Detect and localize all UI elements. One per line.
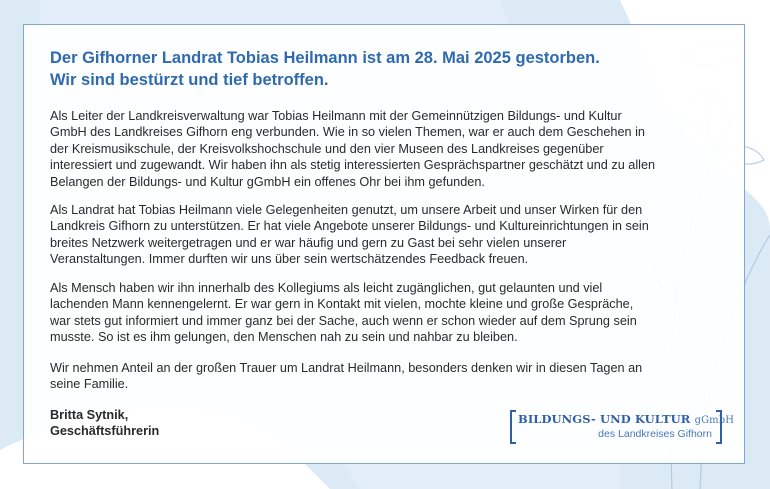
paragraph-line: Landkreis Gifhorn zu unterstützen. Er hat viele Angebote unserer Bildungs- und Kultureinrichtungen in sein bbox=[50, 219, 649, 234]
paragraph-line: der Kreismusikschule, der Kreisvolkshochschule und den vier Museen des Landkreises gegenüber bbox=[50, 141, 604, 156]
paragraph-line: musste. So ist es ihm gelungen, den Menschen nah zu sein und nahbar zu bleiben. bbox=[50, 330, 518, 345]
paragraph-line: Als Leiter der Landkreisverwaltung war Tobias Heilmann mit der Gemeinnützigen Bildungs- und Kultur bbox=[50, 109, 622, 123]
paragraph-line: seine Familie. bbox=[50, 377, 129, 392]
paragraph-1 bbox=[50, 108, 700, 190]
logo-bracket-right bbox=[716, 410, 722, 444]
paragraph-line: interessiert und zugewandt. Wir haben ihn als stetig interessierten Gesprächspartner geschätzt und zu allen bbox=[50, 158, 656, 173]
paragraph-2 bbox=[50, 202, 700, 268]
logo-subtitle: des Landkreises Gifhorn bbox=[598, 428, 712, 440]
paragraph-4 bbox=[50, 360, 700, 393]
logo-bracket-left bbox=[510, 410, 516, 444]
signature-name: Britta Sytnik, bbox=[50, 408, 129, 422]
logo-main-text: BILDUNGS- UND KULTUR bbox=[518, 412, 691, 426]
logo-suffix: gGmbH bbox=[694, 415, 735, 426]
logo-title bbox=[518, 412, 734, 426]
paragraph-line: war stets gut informiert und immer ganz bei der Sache, auch wenn er schon wieder auf dem Sprung sein bbox=[50, 313, 637, 328]
paragraph-line: Belangen der Bildungs- und Kultur gGmbH ein offenes Ohr bei ihm gefunden. bbox=[50, 174, 485, 189]
paragraph-line: Wir nehmen Anteil an der großen Trauer um Landrat Heilmann, besonders denken wir in diesen Tagen an bbox=[50, 361, 643, 375]
paragraph-line: breites Netzwerk weitergetragen und er war häufig und gern zu Gast bei sehr vielen unserer bbox=[50, 235, 567, 250]
headline-line-2: Wir sind bestürzt und tief betroffen. bbox=[50, 71, 329, 89]
signature-block bbox=[50, 407, 159, 440]
paragraph-line: lachenden Mann kennengelernt. Er war gern in Kontakt mit vielen, mochte kleine und große Gespräche, bbox=[50, 297, 634, 312]
paragraph-line: Als Mensch haben wir ihn innerhalb des Kollegiums als leicht zugänglichen, gut gelaunten und viel bbox=[50, 281, 603, 295]
paragraph-line: Als Landrat hat Tobias Heilmann viele Gelegenheiten genutzt, um unsere Arbeit und unser Wirken für den bbox=[50, 203, 643, 217]
headline bbox=[50, 47, 690, 91]
headline-line-1: Der Gifhorner Landrat Tobias Heilmann ist am 28. Mai 2025 gestorben. bbox=[50, 49, 600, 67]
signature-role: Geschäftsführerin bbox=[50, 424, 160, 439]
organization-logo bbox=[510, 410, 735, 444]
paragraph-line: GmbH des Landkreises Gifhorn eng verbunden. Wie in so vielen Themen, war er auch dem Geschehen in bbox=[50, 125, 645, 140]
paragraph-line: Veranstaltungen. Immer durften wir uns über sein wertschätzendes Feedback freuen. bbox=[50, 252, 529, 267]
paragraph-3 bbox=[50, 280, 700, 346]
